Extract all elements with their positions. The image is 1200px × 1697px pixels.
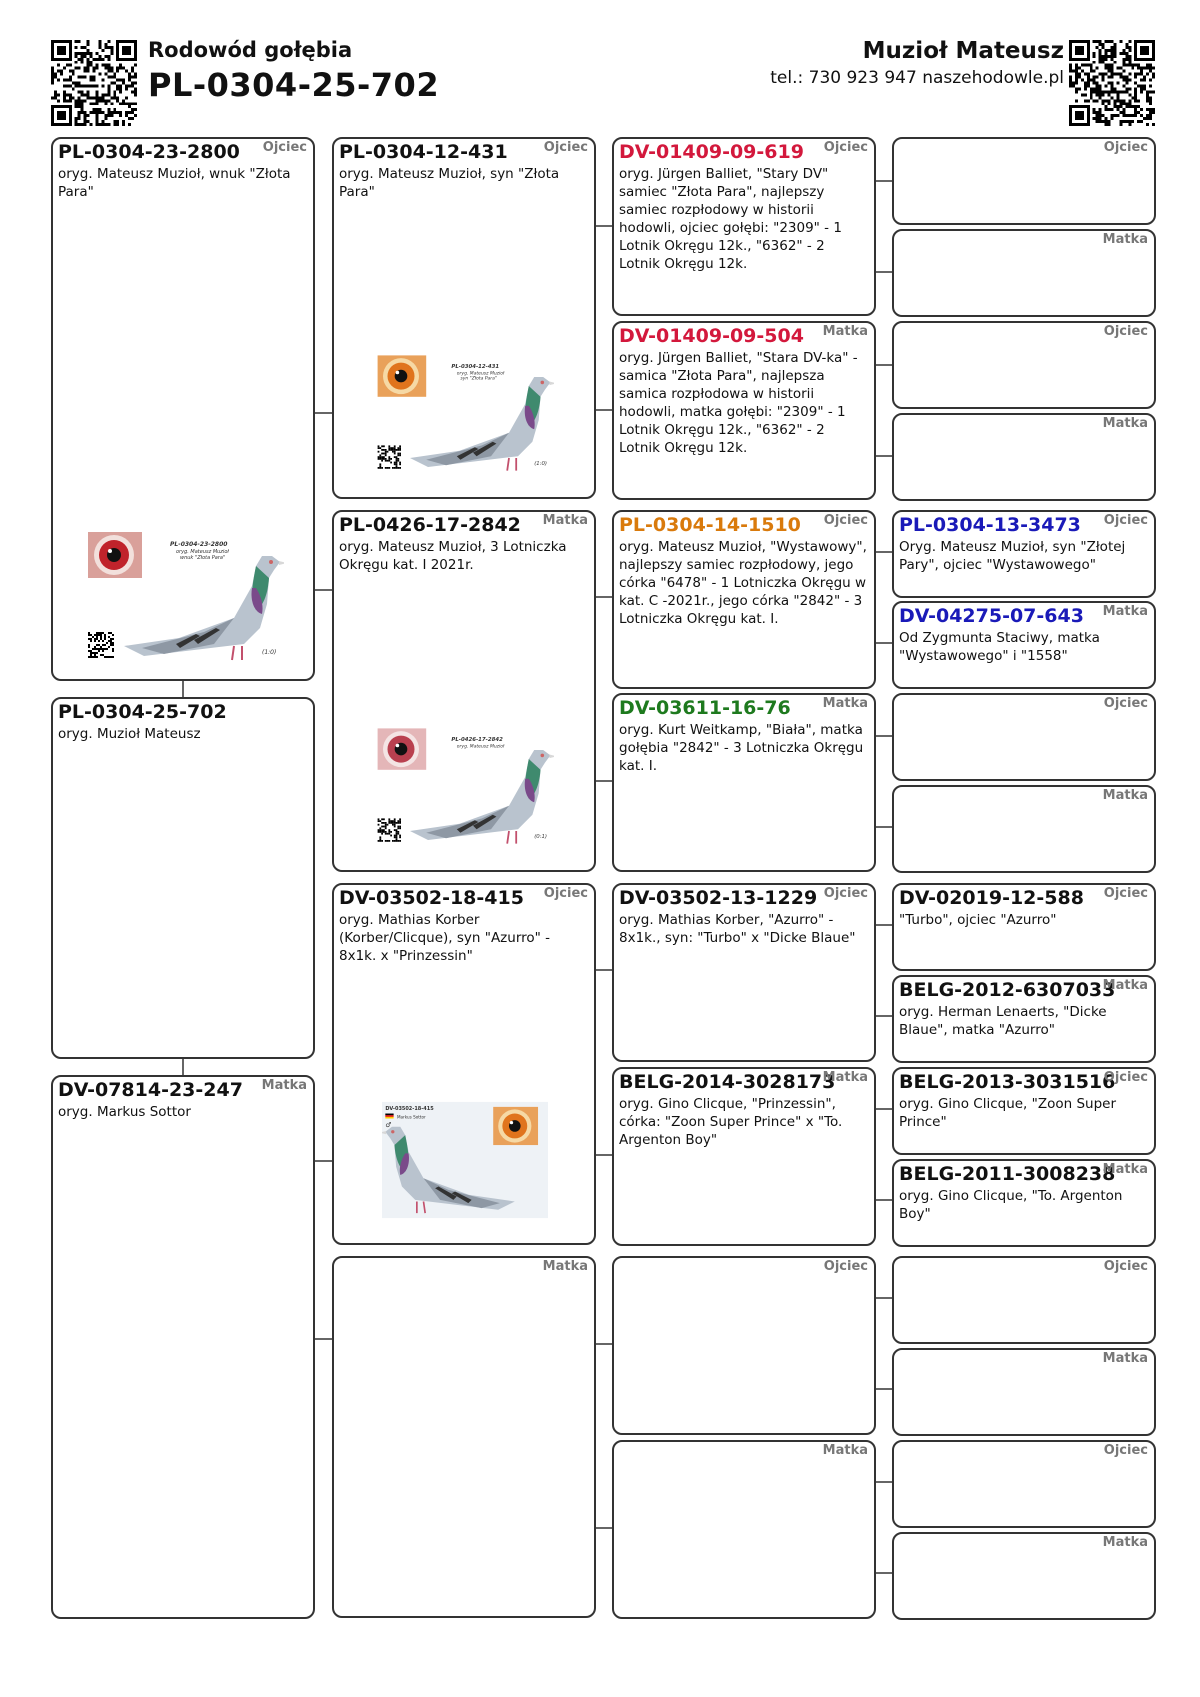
- card-ggp-dsd[interactable]: [612, 1067, 876, 1246]
- card-gggp-dsds[interactable]: [892, 1067, 1156, 1155]
- card-gggp-dddd[interactable]: [892, 1532, 1156, 1620]
- role-label: Matka: [542, 513, 588, 528]
- card-ggp-dss[interactable]: [612, 883, 876, 1062]
- description: oryg. Mateusz Muzioł, wnuk "Złota Para": [58, 166, 291, 200]
- ring-number: PL-0304-14-1510: [619, 514, 801, 536]
- ring-number: PL-0304-23-2800: [58, 141, 240, 163]
- role-label: Ojciec: [1103, 1070, 1148, 1085]
- role-label: Matka: [1102, 1162, 1148, 1177]
- role-label: Matka: [1102, 978, 1148, 993]
- role-label: Ojciec: [262, 140, 307, 155]
- ring-number: BELG-2011-3008238: [899, 1163, 1116, 1185]
- description: oryg. Jürgen Balliet, "Stary DV" samiec "Złota Para", najlepszy samiec rozpłodowy w historii hodowli, ojciec gołębi: "2309" - 1 Lotnik Okręgu 12k., "6362" - 2 Lotnik Okręgu 12k.: [619, 166, 842, 272]
- card-gggp-ddss[interactable]: [892, 1256, 1156, 1344]
- svg-text:(0:1): (0:1): [534, 834, 548, 841]
- card-gggp-sssd[interactable]: [892, 229, 1156, 317]
- role-label: Ojciec: [823, 513, 868, 528]
- role-label: Ojciec: [823, 1259, 868, 1274]
- svg-text:oryg. Mateusz Muzioł: oryg. Mateusz Muzioł: [456, 371, 505, 377]
- ring-number: BELG-2014-3028173: [619, 1071, 836, 1093]
- ring-number: DV-03611-16-76: [619, 697, 791, 719]
- card-paternal-granddam[interactable]: [332, 510, 596, 872]
- ring-number: DV-03502-13-1229: [619, 887, 818, 909]
- pedigree-title-ring: PL-0304-25-702: [148, 66, 440, 104]
- card-sire[interactable]: [51, 137, 315, 681]
- svg-text:oryg. Mateusz Muzioł: oryg. Mateusz Muzioł: [456, 744, 505, 750]
- svg-text:Markus Sottor: Markus Sottor: [396, 1114, 426, 1120]
- card-subject[interactable]: [51, 697, 315, 1059]
- role-label: Ojciec: [823, 140, 868, 155]
- role-label: Matka: [261, 1078, 307, 1093]
- card-gggp-ddsd[interactable]: [892, 1348, 1156, 1436]
- card-gggp-ddds[interactable]: [892, 1440, 1156, 1528]
- card-ggp-sss[interactable]: [612, 137, 876, 316]
- ring-number: PL-0304-25-702: [58, 701, 227, 723]
- role-label: Ojciec: [543, 140, 588, 155]
- card-maternal-grandsire[interactable]: [332, 883, 596, 1245]
- ring-number: DV-03502-18-415: [339, 887, 524, 909]
- description: oryg. Mateusz Muzioł, syn "Złota Para": [339, 166, 560, 200]
- role-label: Matka: [822, 1070, 868, 1085]
- card-ggp-sds[interactable]: [612, 510, 876, 689]
- description: oryg. Gino Clicque, "Prinzessin", córka: "Zoon Super Prince" x "To. Argenton Boy": [619, 1096, 843, 1148]
- owner-name: Muzioł Mateusz: [862, 38, 1064, 64]
- role-label: Matka: [542, 1259, 588, 1274]
- description: oryg. Mateusz Muzioł, "Wystawowy", najlepszy samiec rozpłodowy, jego córka "6478" - 1 Lotniczka Okręgu w kat. C -2021r., jego córka "2842" - 3 Lotniczka Okręgu kat. I.: [619, 539, 867, 627]
- card-gggp-ssds[interactable]: [892, 321, 1156, 409]
- card-gggp-sddd[interactable]: [892, 785, 1156, 873]
- description: oryg. Mateusz Muzioł, 3 Lotniczka Okręgu kat. I 2021r.: [339, 539, 567, 573]
- role-label: Matka: [1102, 604, 1148, 619]
- pigeon-photo: [374, 339, 554, 487]
- card-dam[interactable]: [51, 1075, 315, 1619]
- role-label: Ojciec: [1103, 886, 1148, 901]
- role-label: Ojciec: [823, 886, 868, 901]
- role-label: Matka: [822, 1443, 868, 1458]
- owner-contact: tel.: 730 923 947 naszehodowle.pl: [770, 68, 1064, 88]
- description: oryg. Mathias Korber, "Azurro" - 8x1k., syn: "Turbo" x "Dicke Blaue": [619, 912, 856, 946]
- svg-text:(1:0): (1:0): [262, 649, 277, 656]
- pedigree-subtitle: Rodowód gołębia: [148, 38, 353, 62]
- role-label: Matka: [822, 696, 868, 711]
- role-label: Ojciec: [1103, 696, 1148, 711]
- card-ggp-dds[interactable]: [612, 1256, 876, 1435]
- description: oryg. Muzioł Mateusz: [58, 726, 201, 742]
- card-ggp-sdd[interactable]: [612, 693, 876, 872]
- svg-text:PL-0426-17-2842: PL-0426-17-2842: [451, 737, 503, 743]
- ring-number: BELG-2013-3031516: [899, 1071, 1116, 1093]
- description: oryg. Mathias Korber (Korber/Clicque), syn "Azurro" - 8x1k. x "Prinzessin": [339, 912, 551, 964]
- card-ggp-ddd[interactable]: [612, 1440, 876, 1619]
- ring-number: BELG-2012-6307033: [899, 979, 1116, 1001]
- svg-text:(1:0): (1:0): [534, 461, 548, 468]
- role-label: Ojciec: [1103, 1259, 1148, 1274]
- description: oryg. Jürgen Balliet, "Stara DV-ka" - samica "Złota Para", najlepsza samica rozpłodowa w historii hodowli, matka gołębi: "2309" - 1 Lotnik Okręgu 12k., "6362" - 2 Lotnik Okręgu 12k.: [619, 350, 858, 456]
- role-label: Ojciec: [1103, 513, 1148, 528]
- role-label: Ojciec: [1103, 324, 1148, 339]
- role-label: Matka: [822, 324, 868, 339]
- svg-text:wnuk "Złota Para": wnuk "Złota Para": [180, 555, 226, 561]
- role-label: Ojciec: [543, 886, 588, 901]
- card-gggp-sdsd[interactable]: [892, 601, 1156, 689]
- card-paternal-grandsire[interactable]: [332, 137, 596, 499]
- card-ggp-ssd[interactable]: [612, 321, 876, 500]
- description: oryg. Herman Lenaerts, "Dicke Blaue", matka "Azurro": [899, 1004, 1107, 1038]
- svg-text:oryg. Mateusz Muzioł: oryg. Mateusz Muzioł: [176, 549, 229, 555]
- card-gggp-ssdd[interactable]: [892, 413, 1156, 501]
- ring-number: PL-0426-17-2842: [339, 514, 521, 536]
- role-label: Matka: [1102, 1351, 1148, 1366]
- ring-number: DV-01409-09-619: [619, 141, 804, 163]
- pigeon-photo: [374, 712, 554, 860]
- card-gggp-sdds[interactable]: [892, 693, 1156, 781]
- svg-text:PL-0304-23-2800: PL-0304-23-2800: [170, 541, 228, 548]
- svg-text:PL-0304-12-431: PL-0304-12-431: [451, 364, 500, 370]
- pigeon-photo: [382, 1090, 548, 1230]
- svg-text:♂: ♂: [385, 1120, 392, 1129]
- card-gggp-sdss[interactable]: [892, 510, 1156, 598]
- card-gggp-dsss[interactable]: [892, 883, 1156, 971]
- description: oryg. Kurt Weitkamp, "Biała", matka gołębia "2842" - 3 Lotniczka Okręgu kat. I.: [619, 722, 864, 774]
- description: oryg. Gino Clicque, "To. Argenton Boy": [899, 1188, 1123, 1222]
- card-maternal-granddam[interactable]: [332, 1256, 596, 1618]
- card-gggp-ssss[interactable]: [892, 137, 1156, 225]
- description: Oryg. Mateusz Muzioł, syn "Złotej Pary", ojciec "Wystawowego": [899, 539, 1126, 573]
- role-label: Matka: [1102, 1535, 1148, 1550]
- svg-text:syn "Złota Para": syn "Złota Para": [460, 376, 497, 382]
- role-label: Ojciec: [1103, 1443, 1148, 1458]
- ring-number: DV-07814-23-247: [58, 1079, 243, 1101]
- svg-text:DV-03502-18-415: DV-03502-18-415: [385, 1106, 434, 1113]
- card-gggp-dsdd[interactable]: [892, 1159, 1156, 1247]
- description: oryg. Markus Sottor: [58, 1104, 191, 1120]
- role-label: Ojciec: [1103, 140, 1148, 155]
- ring-number: DV-04275-07-643: [899, 605, 1084, 627]
- pigeon-photo: [84, 526, 284, 666]
- ring-number: PL-0304-12-431: [339, 141, 508, 163]
- ring-number: DV-01409-09-504: [619, 325, 804, 347]
- description: oryg. Gino Clicque, "Zoon Super Prince": [899, 1096, 1117, 1130]
- ring-number: PL-0304-13-3473: [899, 514, 1081, 536]
- card-gggp-dssd[interactable]: [892, 975, 1156, 1063]
- description: "Turbo", ojciec "Azurro": [899, 912, 1057, 928]
- role-label: Matka: [1102, 232, 1148, 247]
- role-label: Matka: [1102, 788, 1148, 803]
- role-label: Matka: [1102, 416, 1148, 431]
- ring-number: DV-02019-12-588: [899, 887, 1084, 909]
- description: Od Zygmunta Staciwy, matka "Wystawowego" i "1558": [899, 630, 1100, 664]
